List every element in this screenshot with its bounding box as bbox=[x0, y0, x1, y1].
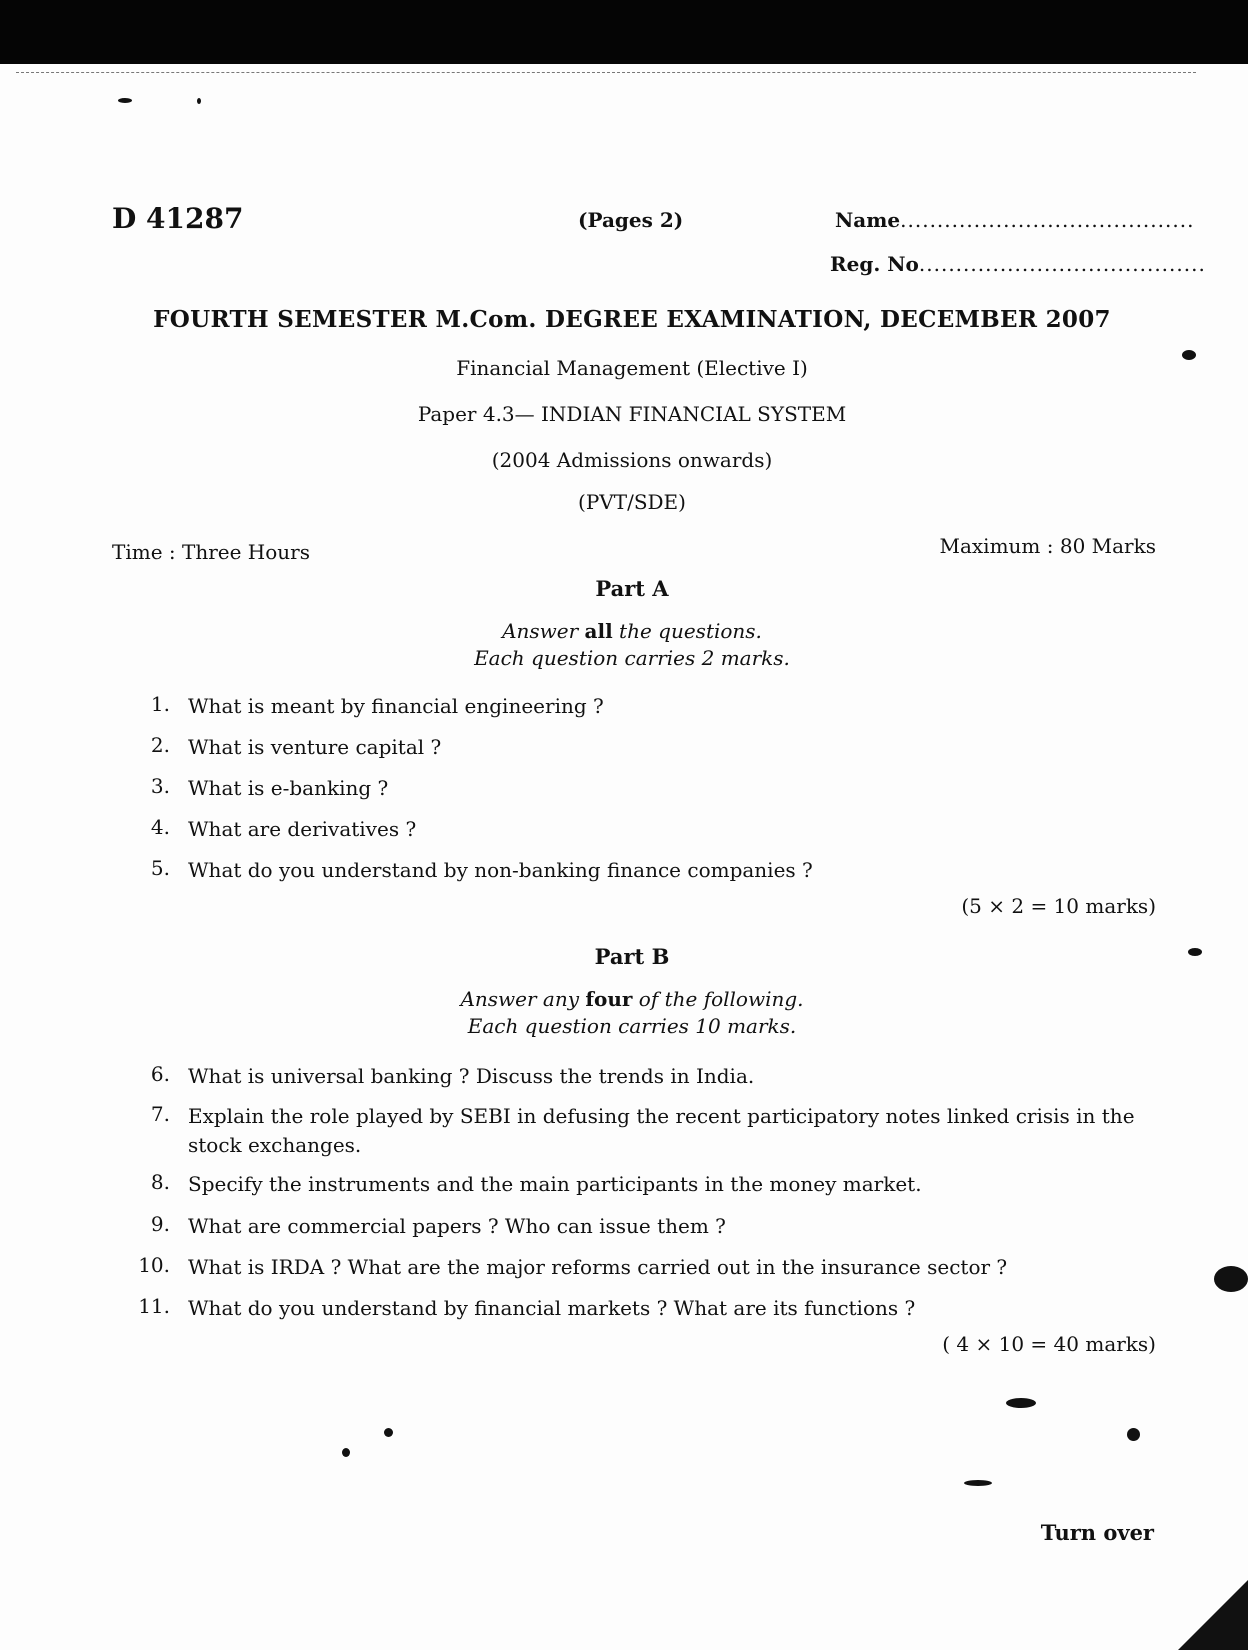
question-text: What do you understand by non-banking finance companies ? bbox=[188, 858, 813, 882]
ink-speck bbox=[1214, 1266, 1248, 1292]
ink-speck bbox=[342, 1448, 350, 1457]
ink-speck bbox=[1006, 1398, 1036, 1408]
subject: Financial Management (Elective I) bbox=[456, 356, 808, 380]
name-field bbox=[835, 208, 1194, 232]
question-number: 2. bbox=[150, 733, 170, 757]
part-a-instruction bbox=[0, 618, 1248, 672]
question-number: 4. bbox=[150, 815, 170, 839]
part-a-marks: (5 × 2 = 10 marks) bbox=[961, 894, 1156, 918]
reg-no-label: Reg. No bbox=[830, 252, 919, 276]
question-number: 5. bbox=[150, 856, 170, 880]
ink-speck bbox=[1127, 1428, 1140, 1441]
ink-speck bbox=[1188, 948, 1202, 956]
question-number: 11. bbox=[138, 1294, 170, 1318]
exam-title: FOURTH SEMESTER M.Com. DEGREE EXAMINATION, DECEMBER 2007 bbox=[153, 306, 1111, 333]
question-text: Explain the role played by SEBI in defusing the recent participatory notes linked crisis in the stock exchanges. bbox=[188, 1104, 1135, 1157]
ink-speck bbox=[964, 1480, 992, 1486]
turn-over: Turn over bbox=[1040, 1520, 1154, 1545]
instr-marks: Each question carries 2 marks. bbox=[474, 646, 790, 670]
instr-text: Answer any bbox=[460, 987, 580, 1011]
instr-text: of the following. bbox=[638, 987, 804, 1011]
exam-mode: (PVT/SDE) bbox=[578, 490, 686, 514]
ink-speck bbox=[197, 98, 201, 104]
part-a-heading: Part A bbox=[595, 576, 669, 601]
instr-text: the questions. bbox=[619, 619, 762, 643]
reg-no-field bbox=[830, 252, 1206, 276]
ink-speck bbox=[384, 1428, 393, 1437]
instr-emphasis: all bbox=[584, 619, 613, 643]
page-count: (Pages 2) bbox=[578, 208, 684, 232]
exam-time: Time : Three Hours bbox=[112, 540, 310, 564]
question-number: 6. bbox=[150, 1062, 170, 1086]
question-text: What are derivatives ? bbox=[188, 817, 417, 841]
admissions: (2004 Admissions onwards) bbox=[491, 448, 773, 472]
question-text: What is meant by financial engineering ? bbox=[188, 694, 604, 718]
question-text: What is e-banking ? bbox=[188, 776, 389, 800]
scan-corner bbox=[1178, 1580, 1248, 1650]
scan-line bbox=[16, 72, 1196, 73]
question-number: 3. bbox=[150, 774, 170, 798]
question-number: 1. bbox=[150, 692, 170, 716]
name-label: Name bbox=[835, 208, 901, 232]
scan-top-border bbox=[0, 0, 1248, 64]
question-text: Specify the instruments and the main participants in the money market. bbox=[188, 1172, 922, 1196]
question-number: 10. bbox=[138, 1253, 170, 1277]
question-text: What is universal banking ? Discuss the trends in India. bbox=[188, 1064, 755, 1088]
question-paper-code: D 41287 bbox=[112, 202, 244, 235]
part-b-instruction bbox=[0, 986, 1248, 1040]
question-text: What do you understand by financial markets ? What are its functions ? bbox=[188, 1296, 916, 1320]
instr-text: Answer bbox=[502, 619, 579, 643]
question-number: 9. bbox=[150, 1212, 170, 1236]
paper-title: Paper 4.3— INDIAN FINANCIAL SYSTEM bbox=[417, 402, 847, 426]
question-text: What is venture capital ? bbox=[188, 735, 442, 759]
question-number: 8. bbox=[150, 1170, 170, 1194]
instr-emphasis: four bbox=[585, 987, 633, 1011]
ink-speck bbox=[1182, 350, 1196, 360]
part-b-heading: Part B bbox=[594, 944, 670, 969]
question-text: What are commercial papers ? Who can issue them ? bbox=[188, 1214, 726, 1238]
question-number: 7. bbox=[150, 1102, 170, 1126]
name-dots: ........................................ bbox=[900, 208, 1195, 232]
instr-marks: Each question carries 10 marks. bbox=[467, 1014, 797, 1038]
ink-speck bbox=[118, 98, 132, 103]
question-text: What is IRDA ? What are the major reforms carried out in the insurance sector ? bbox=[188, 1255, 1008, 1279]
max-marks: Maximum : 80 Marks bbox=[939, 534, 1156, 558]
reg-no-dots: ....................................... bbox=[918, 252, 1206, 276]
part-b-marks: ( 4 × 10 = 40 marks) bbox=[942, 1332, 1156, 1356]
